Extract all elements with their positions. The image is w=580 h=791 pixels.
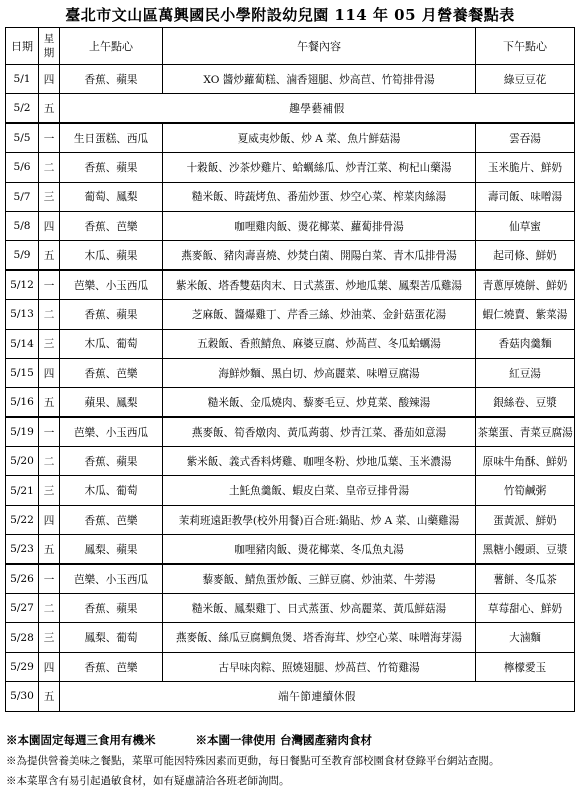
cell-pm-snack: 仙草蜜 bbox=[476, 211, 575, 240]
cell-lunch: XO 醬炒蘿蔔糕、滷香翅腿、炒高苣、竹筍排骨湯 bbox=[163, 65, 476, 94]
cell-am-snack: 鳳梨、蘋果 bbox=[60, 535, 163, 564]
cell-holiday: 端午節連續休假 bbox=[60, 682, 575, 711]
cell-pm-snack: 玉米脆片、鮮奶 bbox=[476, 153, 575, 182]
cell-date: 5/28 bbox=[6, 623, 39, 652]
cell-pm-snack: 大滷麵 bbox=[476, 623, 575, 652]
cell-am-snack: 香蕉、蘋果 bbox=[60, 65, 163, 94]
footnote-allergen: ※本菜單含有易引起過敏食材，如有疑慮請洽各班老師詢問。 bbox=[6, 775, 290, 787]
table-row bbox=[6, 65, 575, 94]
cell-pm-snack: 竹筍鹹粥 bbox=[476, 476, 575, 505]
cell-lunch: 五穀飯、香煎鯖魚、麻婆豆腐、炒萵苣、冬瓜蛤蠣湯 bbox=[163, 329, 476, 358]
menu-body bbox=[6, 65, 575, 712]
cell-weekday: 二 bbox=[39, 594, 60, 623]
cell-date: 5/26 bbox=[6, 564, 39, 593]
cell-pm-snack: 蝦仁燒賣、紫菜湯 bbox=[476, 300, 575, 329]
cell-date: 5/12 bbox=[6, 270, 39, 299]
cell-weekday: 五 bbox=[39, 535, 60, 564]
cell-weekday: 五 bbox=[39, 241, 60, 270]
cell-pm-snack: 茶葉蛋、青菜豆腐湯 bbox=[476, 417, 575, 446]
cell-date: 5/29 bbox=[6, 652, 39, 681]
cell-lunch: 糙米飯、鳳梨雞丁、日式蒸蛋、炒高麗菜、黃瓜鮮菇湯 bbox=[163, 594, 476, 623]
cell-lunch: 古早味肉粽、照燒翅腿、炒萵苣、竹筍雞湯 bbox=[163, 652, 476, 681]
cell-lunch: 藜麥飯、鯖魚蛋炒飯、三鮮豆腐、炒油菜、牛蒡湯 bbox=[163, 564, 476, 593]
cell-lunch: 紫米飯、義式香料烤雞、咖哩冬粉、炒地瓜葉、玉米濃湯 bbox=[163, 447, 476, 476]
cell-weekday: 四 bbox=[39, 652, 60, 681]
cell-date: 5/30 bbox=[6, 682, 39, 711]
cell-weekday: 一 bbox=[39, 270, 60, 299]
header-am-snack: 上午點心 bbox=[60, 28, 163, 65]
cell-date: 5/9 bbox=[6, 241, 39, 270]
menu-table bbox=[5, 27, 575, 712]
cell-pm-snack: 草莓甜心、鮮奶 bbox=[476, 594, 575, 623]
header-row bbox=[6, 28, 575, 65]
cell-date: 5/14 bbox=[6, 329, 39, 358]
cell-date: 5/19 bbox=[6, 417, 39, 446]
table-row bbox=[6, 300, 575, 329]
header-week: 星期 bbox=[39, 28, 60, 65]
table-row bbox=[6, 358, 575, 387]
cell-weekday: 三 bbox=[39, 476, 60, 505]
table-row bbox=[6, 182, 575, 211]
table-row bbox=[6, 270, 575, 299]
table-row bbox=[6, 94, 575, 123]
cell-pm-snack: 銀絲卷、豆漿 bbox=[476, 388, 575, 417]
table-row bbox=[6, 564, 575, 593]
cell-lunch: 糙米飯、金瓜燒肉、藜麥毛豆、炒莧菜、酸辣湯 bbox=[163, 388, 476, 417]
cell-weekday: 一 bbox=[39, 564, 60, 593]
cell-am-snack: 葡萄、鳳梨 bbox=[60, 182, 163, 211]
cell-am-snack: 芭樂、小玉西瓜 bbox=[60, 417, 163, 446]
cell-am-snack: 香蕉、芭樂 bbox=[60, 505, 163, 534]
cell-am-snack: 木瓜、蘋果 bbox=[60, 241, 163, 270]
footnote-taiwan-pork: ※本園一律使用 台灣國產豬肉食材 bbox=[195, 733, 373, 747]
cell-lunch: 十穀飯、沙茶炒雞片、蛤蠣絲瓜、炒青江菜、枸杞山藥湯 bbox=[163, 153, 476, 182]
cell-pm-snack: 壽司飯、味噌湯 bbox=[476, 182, 575, 211]
cell-date: 5/2 bbox=[6, 94, 39, 123]
cell-pm-snack: 薯餅、冬瓜茶 bbox=[476, 564, 575, 593]
cell-date: 5/22 bbox=[6, 505, 39, 534]
cell-weekday: 二 bbox=[39, 153, 60, 182]
table-row bbox=[6, 211, 575, 240]
cell-lunch: 咖哩豬肉飯、燙花椰菜、冬瓜魚丸湯 bbox=[163, 535, 476, 564]
cell-lunch: 土魠魚羹飯、蝦皮白菜、皇帝豆排骨湯 bbox=[163, 476, 476, 505]
footnote-organic-rice: ※本園固定每週三食用有機米 bbox=[6, 733, 156, 747]
cell-weekday: 四 bbox=[39, 65, 60, 94]
header-lunch: 午餐內容 bbox=[163, 28, 476, 65]
cell-weekday: 五 bbox=[39, 388, 60, 417]
cell-lunch: 糙米飯、時蔬烤魚、番茄炒蛋、炒空心菜、榨菜肉絲湯 bbox=[163, 182, 476, 211]
cell-weekday: 三 bbox=[39, 623, 60, 652]
cell-lunch: 夏威夷炒飯、炒 A 菜、魚片鮮菇湯 bbox=[163, 123, 476, 152]
cell-pm-snack: 原味牛角酥、鮮奶 bbox=[476, 447, 575, 476]
cell-weekday: 二 bbox=[39, 300, 60, 329]
cell-pm-snack: 紅豆湯 bbox=[476, 358, 575, 387]
cell-weekday: 四 bbox=[39, 211, 60, 240]
cell-date: 5/7 bbox=[6, 182, 39, 211]
table-row bbox=[6, 623, 575, 652]
cell-lunch: 芝麻飯、醬爆雞丁、芹香三絲、炒油菜、金針菇蛋花湯 bbox=[163, 300, 476, 329]
cell-am-snack: 木瓜、葡萄 bbox=[60, 329, 163, 358]
header-pm-snack: 下午點心 bbox=[476, 28, 575, 65]
cell-pm-snack: 起司條、鮮奶 bbox=[476, 241, 575, 270]
table-row bbox=[6, 329, 575, 358]
cell-am-snack: 香蕉、蘋果 bbox=[60, 447, 163, 476]
footnote-menu-change: ※為提供營養美味之餐點，菜單可能因特殊因素而更動，每日餐點可至教育部校園食材登錄平台網站查閱。 bbox=[6, 755, 500, 767]
cell-am-snack: 木瓜、葡萄 bbox=[60, 476, 163, 505]
cell-date: 5/16 bbox=[6, 388, 39, 417]
footnote-line-1 bbox=[6, 732, 372, 748]
cell-am-snack: 香蕉、蘋果 bbox=[60, 153, 163, 182]
cell-pm-snack: 綠豆豆花 bbox=[476, 65, 575, 94]
cell-weekday: 三 bbox=[39, 329, 60, 358]
table-row bbox=[6, 535, 575, 564]
cell-lunch: 燕麥飯、豬肉壽喜燒、炒焚白菌、開陽白菜、青木瓜排骨湯 bbox=[163, 241, 476, 270]
table-row bbox=[6, 417, 575, 446]
cell-pm-snack: 蛋黃派、鮮奶 bbox=[476, 505, 575, 534]
cell-am-snack: 香蕉、蘋果 bbox=[60, 300, 163, 329]
cell-am-snack: 香蕉、芭樂 bbox=[60, 358, 163, 387]
table-row bbox=[6, 594, 575, 623]
cell-date: 5/27 bbox=[6, 594, 39, 623]
cell-am-snack: 芭樂、小玉西瓜 bbox=[60, 564, 163, 593]
cell-lunch: 海鮮炒麵、黑白切、炒高麗菜、味噌豆腐湯 bbox=[163, 358, 476, 387]
cell-holiday: 趣學藝補假 bbox=[60, 94, 575, 123]
cell-weekday: 五 bbox=[39, 94, 60, 123]
table-row bbox=[6, 447, 575, 476]
cell-weekday: 五 bbox=[39, 682, 60, 711]
cell-weekday: 一 bbox=[39, 417, 60, 446]
cell-date: 5/8 bbox=[6, 211, 39, 240]
cell-pm-snack: 檸檬愛玉 bbox=[476, 652, 575, 681]
cell-date: 5/1 bbox=[6, 65, 39, 94]
page-title: 臺北市文山區萬興國民小學附設幼兒園 114 年 05 月營養餐點表 bbox=[65, 6, 515, 24]
table-row bbox=[6, 388, 575, 417]
table-row bbox=[6, 123, 575, 152]
table-row bbox=[6, 652, 575, 681]
table-row bbox=[6, 241, 575, 270]
cell-lunch: 紫米飯、塔香雙菇肉末、日式蒸蛋、炒地瓜葉、鳳梨苦瓜雞湯 bbox=[163, 270, 476, 299]
table-row bbox=[6, 476, 575, 505]
table-row bbox=[6, 505, 575, 534]
cell-am-snack: 香蕉、芭樂 bbox=[60, 652, 163, 681]
cell-am-snack: 香蕉、蘋果 bbox=[60, 594, 163, 623]
header-date: 日期 bbox=[6, 28, 39, 65]
cell-date: 5/5 bbox=[6, 123, 39, 152]
cell-date: 5/20 bbox=[6, 447, 39, 476]
cell-lunch: 咖哩雞肉飯、燙花椰菜、蘿蔔排骨湯 bbox=[163, 211, 476, 240]
cell-weekday: 四 bbox=[39, 358, 60, 387]
cell-date: 5/15 bbox=[6, 358, 39, 387]
cell-date: 5/23 bbox=[6, 535, 39, 564]
cell-am-snack: 香蕉、芭樂 bbox=[60, 211, 163, 240]
cell-weekday: 一 bbox=[39, 123, 60, 152]
cell-am-snack: 鳳梨、葡萄 bbox=[60, 623, 163, 652]
cell-pm-snack: 黑糖小饅頭、豆漿 bbox=[476, 535, 575, 564]
cell-weekday: 四 bbox=[39, 505, 60, 534]
cell-pm-snack: 青蔥厚燒餅、鮮奶 bbox=[476, 270, 575, 299]
cell-pm-snack: 雲吞湯 bbox=[476, 123, 575, 152]
table-row bbox=[6, 153, 575, 182]
cell-lunch: 燕麥飯、筍香燉肉、黃瓜蒟蒻、炒青江菜、番茄如意湯 bbox=[163, 417, 476, 446]
cell-date: 5/21 bbox=[6, 476, 39, 505]
cell-am-snack: 芭樂、小玉西瓜 bbox=[60, 270, 163, 299]
cell-date: 5/13 bbox=[6, 300, 39, 329]
cell-date: 5/6 bbox=[6, 153, 39, 182]
table-row bbox=[6, 682, 575, 711]
cell-weekday: 三 bbox=[39, 182, 60, 211]
cell-pm-snack: 香菇肉羹麵 bbox=[476, 329, 575, 358]
cell-lunch: 燕麥飯、絲瓜豆腐鯛魚煲、塔香海茸、炒空心菜、味噌海芽湯 bbox=[163, 623, 476, 652]
cell-am-snack: 生日蛋糕、西瓜 bbox=[60, 123, 163, 152]
cell-lunch: 茉莉班遠距教學(校外用餐)百合班:鍋貼、炒 A 菜、山藥雞湯 bbox=[163, 505, 476, 534]
cell-am-snack: 蘋果、鳳梨 bbox=[60, 388, 163, 417]
cell-weekday: 二 bbox=[39, 447, 60, 476]
